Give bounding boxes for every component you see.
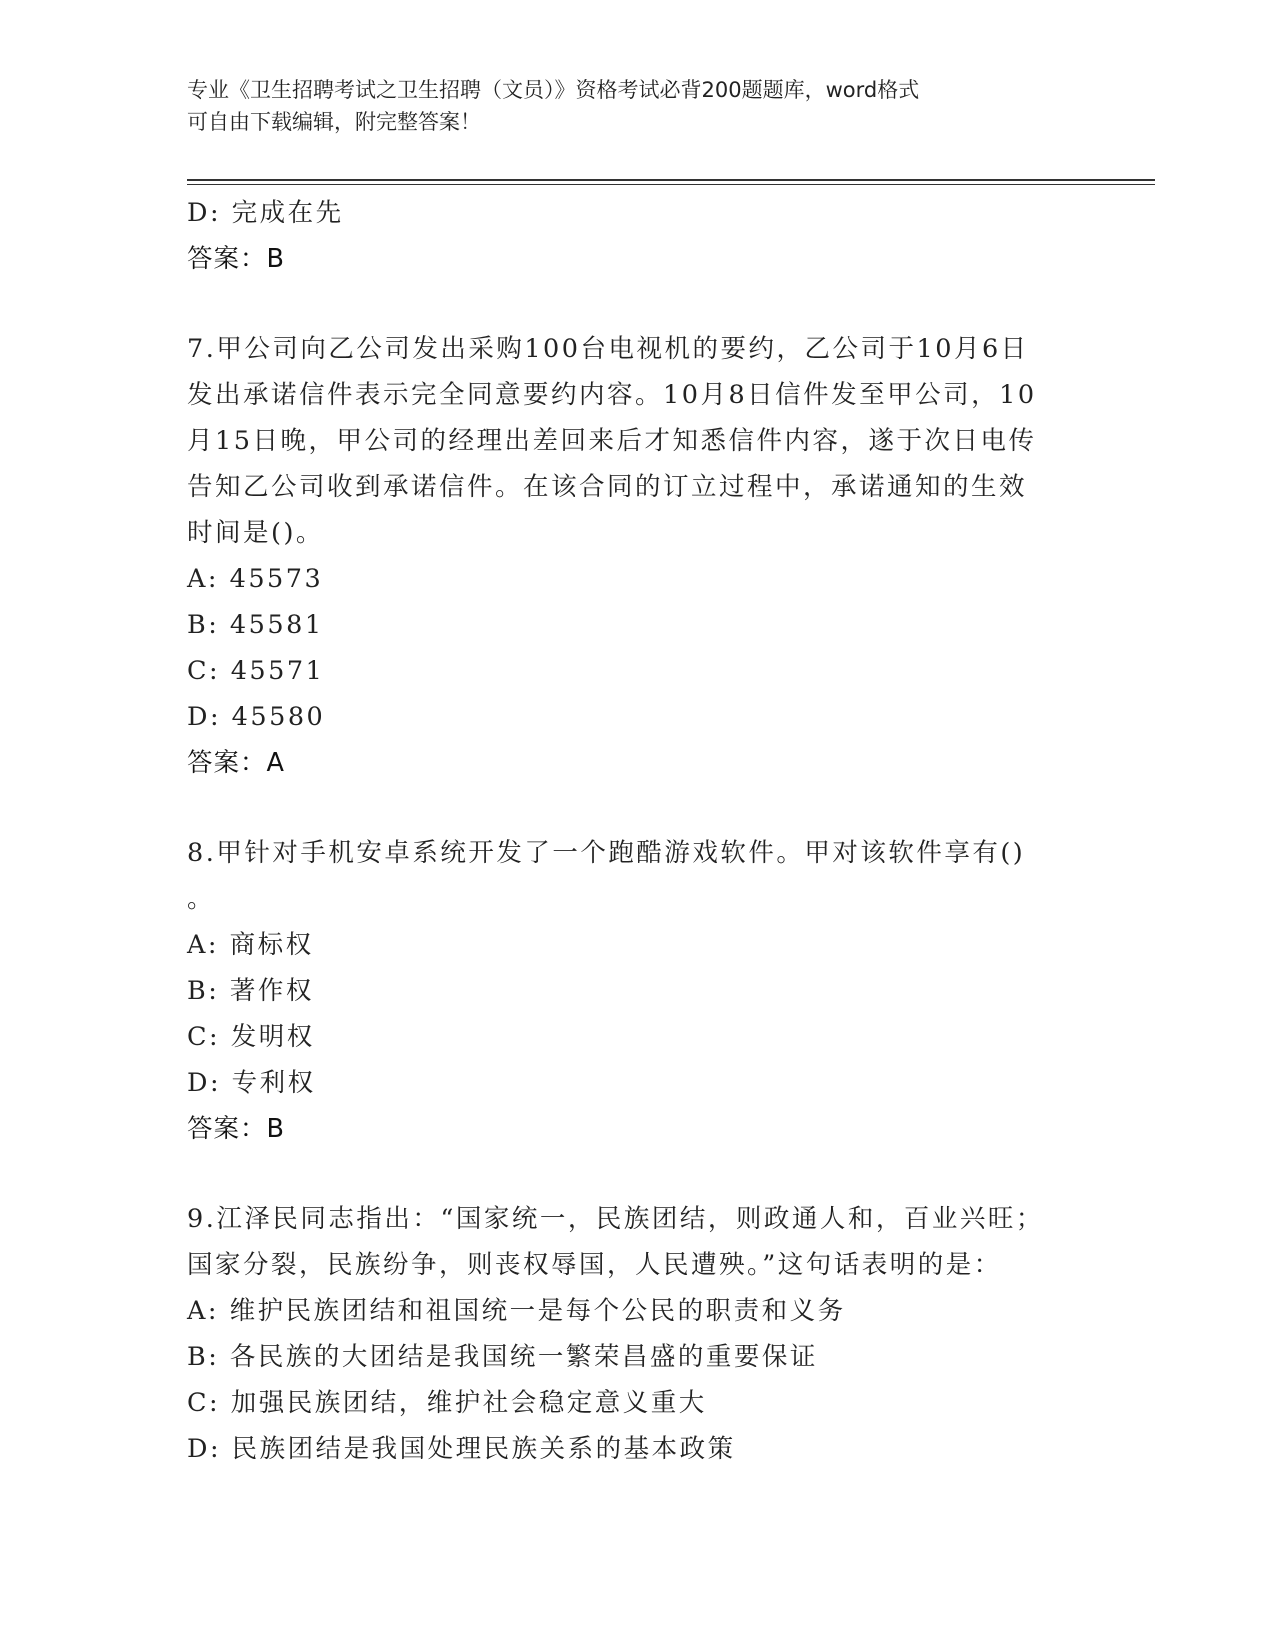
header-line-2: 可自由下载编辑，附完整答案！ xyxy=(187,110,481,134)
question-line: 发出承诺信件表示完全同意要约内容。10月8日信件发至甲公司，10 xyxy=(187,380,1037,410)
option-d: D: 完成在先 xyxy=(187,198,344,228)
spacer xyxy=(187,282,1087,326)
document-body xyxy=(187,190,1087,1472)
question-line: 国家分裂，民族纷争，则丧权辱国，人民遭殃。”这句话表明的是： xyxy=(187,1250,1002,1280)
option-d: D: 专利权 xyxy=(187,1068,316,1098)
question-line: 时间是()。 xyxy=(187,518,324,548)
option-a: A: 45573 xyxy=(187,564,324,594)
option-d: D: 民族团结是我国处理民族关系的基本政策 xyxy=(187,1434,736,1464)
question-line: 月15日晚，甲公司的经理出差回来后才知悉信件内容，遂于次日电传 xyxy=(187,426,1037,456)
question-line: 7.甲公司向乙公司发出采购100台电视机的要约，乙公司于10月6日 xyxy=(187,334,1029,364)
spacer xyxy=(187,786,1087,830)
option-a: A: 商标权 xyxy=(187,930,314,960)
option-a: A: 维护民族团结和祖国统一是每个公民的职责和义务 xyxy=(187,1296,846,1326)
option-d: D: 45580 xyxy=(187,702,326,732)
option-b: B: 各民族的大团结是我国统一繁荣昌盛的重要保证 xyxy=(187,1342,818,1372)
question-9 xyxy=(187,1196,1087,1472)
question-line: 8.甲针对手机安卓系统开发了一个跑酷游戏软件。甲对该软件享有() xyxy=(187,838,1026,868)
option-b: B: 著作权 xyxy=(187,976,314,1006)
spacer xyxy=(187,1152,1087,1196)
question-8 xyxy=(187,830,1087,1152)
question-text xyxy=(187,1196,1087,1288)
answer: 答案：A xyxy=(187,748,285,778)
header-rule-thick xyxy=(187,179,1155,181)
option-c: C: 45571 xyxy=(187,656,325,686)
option-c: C: 加强民族团结，维护社会稳定意义重大 xyxy=(187,1388,707,1418)
question-line: 。 xyxy=(187,884,216,914)
option-b: B: 45581 xyxy=(187,610,324,640)
header-rule-thin xyxy=(187,184,1155,185)
option-c: C: 发明权 xyxy=(187,1022,315,1052)
question-text xyxy=(187,326,1087,556)
answer: 答案：B xyxy=(187,244,285,274)
answer: 答案：B xyxy=(187,1114,285,1144)
header-line-1: 专业《卫生招聘考试之卫生招聘（文员）》资格考试必背200题题库，word格式 xyxy=(187,78,920,102)
question-line: 告知乙公司收到承诺信件。在该合同的订立过程中，承诺通知的生效 xyxy=(187,472,1028,502)
question-7 xyxy=(187,326,1087,786)
document-header xyxy=(187,74,1067,138)
question-text xyxy=(187,830,1087,922)
previous-question-tail xyxy=(187,190,1087,282)
question-line: 9.江泽民同志指出：“国家统一，民族团结，则政通人和，百业兴旺； xyxy=(187,1204,1044,1234)
